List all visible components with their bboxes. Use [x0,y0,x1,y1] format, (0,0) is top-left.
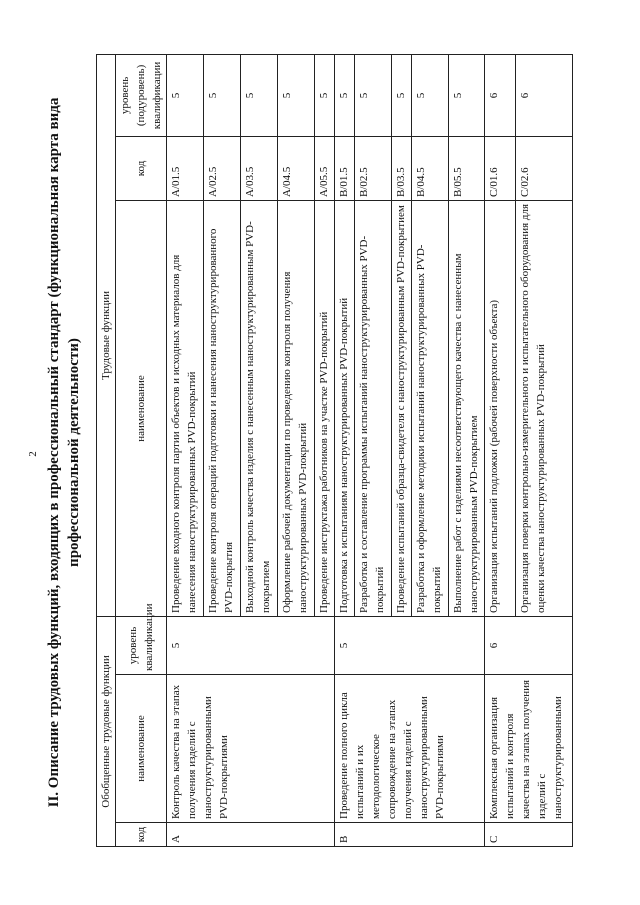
header-labor: Трудовые функции [97,54,116,616]
group-name: Проведение полного цикла испытаний и их методологическое сопровождение на этапах получения изделий с наноструктурированными PVD-покрытиями [334,675,485,823]
function-level: 5 [314,54,334,136]
function-name: Оформление рабочей документации по проведению контроля получения наноструктурированных PVD-покрытий [277,200,314,616]
header-generalized: Обобщенные трудовые функции [97,616,116,846]
function-code: B/03.5 [391,136,411,200]
function-name: Организация испытаний подложки (рабочей поверхности объекта) [485,200,516,616]
group-level: 5 [334,616,485,674]
function-level: 5 [334,54,354,136]
function-name: Организация поверки контрольно-измерительного и испытательного оборудования для оценки качества наноструктурированных PVD-покрытий [516,200,573,616]
function-name: Проведение инструктажа работников на участке PVD-покрытий [314,200,334,616]
function-code: B/02.5 [354,136,391,200]
group-name: Комплексная организация испытаний и контроля качества на этапах получения изделий с наноструктурированными [485,675,573,823]
function-name: Подготовка к испытаниям наноструктурированных PVD-покрытий [334,200,354,616]
function-level: 5 [354,54,391,136]
function-code: C/01.6 [485,136,516,200]
function-name: Разработка и оформление методики испытаний наноструктурированных PVD-покрытий [411,200,448,616]
group-code: C [485,823,573,847]
function-level: 6 [516,54,573,136]
header-level: уровень квалификации [116,616,167,674]
header-name: наименование [116,675,167,823]
group-level: 5 [167,616,335,674]
function-code: A/03.5 [240,136,277,200]
function-level: 6 [485,54,516,136]
function-name: Разработка и составление программы испытаний наноструктурированных PVD-покрытий [354,200,391,616]
header-row-2 [116,54,167,846]
header-code: код [116,823,167,847]
function-code: A/05.5 [314,136,334,200]
group-level: 6 [485,616,573,674]
header-function-name: наименование [116,200,167,616]
function-code: B/05.5 [448,136,485,200]
group-code: B [334,823,485,847]
function-code: B/04.5 [411,136,448,200]
page-number: 2 [26,451,39,457]
function-level: 5 [411,54,448,136]
function-code: A/01.5 [167,136,204,200]
title-line-2: профессиональной деятельности) [66,338,82,567]
table-row [485,54,516,846]
function-level: 5 [167,54,204,136]
function-level: 5 [448,54,485,136]
function-code: A/02.5 [203,136,240,200]
function-code: B/01.5 [334,136,354,200]
function-name: Проведение испытаний образца-свидетеля с наноструктурированным PVD-покрытием [391,200,411,616]
title-line-1: II. Описание трудовых функций, входящих в профессиональный стандарт (функциональная карта вида [46,97,62,808]
function-level: 5 [391,54,411,136]
function-name: Проведение контроля операций подготовки и нанесения наноструктурированного PVD-покрытия [203,200,240,616]
function-name: Выходной контроль качества изделия с нанесенным наноструктурированным PVD-покрытием [240,200,277,616]
function-code: C/02.6 [516,136,573,200]
function-name: Выполнение работ с изделиями несоответствующего качества с нанесенным наноструктурированным PVD-покрытием [448,200,485,616]
header-function-level: уровень (подуровень) квалификации [116,54,167,136]
function-level: 5 [203,54,240,136]
header-row-1 [97,54,116,846]
function-name: Проведение входного контроля партии объектов и исходных материалов для нанесения наноструктурированных PVD-покрытий [167,200,204,616]
table-row [167,54,204,846]
function-code: A/04.5 [277,136,314,200]
function-level: 5 [240,54,277,136]
functional-map-table [96,54,573,847]
header-function-code: код [116,136,167,200]
group-name: Контроль качества на этапах получения изделий с наноструктурированными PVD-покрытиями [167,675,335,823]
function-level: 5 [277,54,314,136]
group-code: A [167,823,335,847]
section-title [44,0,84,905]
table-row [334,54,354,846]
